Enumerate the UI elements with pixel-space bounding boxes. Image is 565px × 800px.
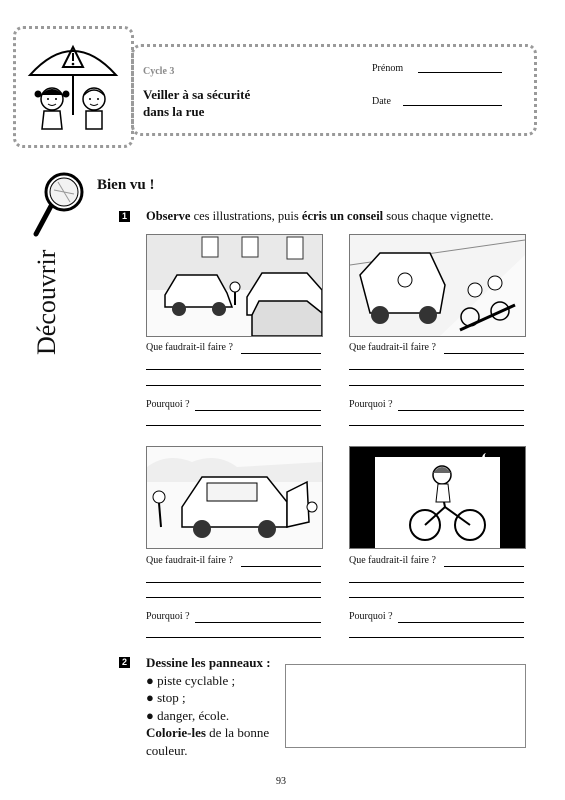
prenom-field[interactable] xyxy=(418,72,502,73)
safety-kids-logo xyxy=(16,29,131,145)
exercise-2-instruction xyxy=(146,654,271,759)
answer-field-2b[interactable] xyxy=(349,369,524,370)
title-line-2: dans la rue xyxy=(143,104,205,119)
color-instruction: Colorie-les de la bonne xyxy=(146,725,270,740)
why-label-3: Pourquoi ? xyxy=(146,611,190,622)
instruction-verb-observe: Observe xyxy=(146,209,191,223)
section-label: Découvrir xyxy=(32,249,61,355)
exercise-2-number: 2 xyxy=(119,657,130,668)
why-field-2a[interactable] xyxy=(398,410,524,411)
why-field-1a[interactable] xyxy=(195,410,321,411)
exercise-1-instruction xyxy=(146,209,494,224)
question-label-4: Que faudrait-il faire ? xyxy=(349,555,436,566)
question-label-1: Que faudrait-il faire ? xyxy=(146,342,233,353)
why-label-2: Pourquoi ? xyxy=(349,399,393,410)
answer-field-4b[interactable] xyxy=(349,582,524,583)
answer-field-3b[interactable] xyxy=(146,582,321,583)
exercise-1-number: 1 xyxy=(119,211,130,222)
drawing-box[interactable] xyxy=(285,664,526,748)
why-field-4a[interactable] xyxy=(398,622,524,623)
section-heading: Bien vu ! xyxy=(97,177,155,193)
exercise-2-title: Dessine les panneaux : xyxy=(146,655,271,670)
illustration-cyclist-night xyxy=(349,446,526,549)
answer-field-1a[interactable] xyxy=(241,353,321,354)
answer-field-3c[interactable] xyxy=(146,597,321,598)
question-label-2: Que faudrait-il faire ? xyxy=(349,342,436,353)
title-line-1: Veiller à sa sécurité xyxy=(143,87,251,102)
sign-item-3: ● danger, école. xyxy=(146,707,230,723)
why-field-4b[interactable] xyxy=(349,637,524,638)
why-field-1b[interactable] xyxy=(146,425,321,426)
page-title xyxy=(143,86,250,120)
instruction-verb-ecris: écris un conseil xyxy=(301,209,384,223)
page-number: 93 xyxy=(276,776,286,787)
illustration-car-cyclists xyxy=(349,234,526,337)
magnifier-icon xyxy=(30,168,86,240)
prenom-label: Prénom xyxy=(372,63,404,74)
question-label-3: Que faudrait-il faire ? xyxy=(146,555,233,566)
why-label-1: Pourquoi ? xyxy=(146,399,190,410)
sign-item-2: ● stop ; xyxy=(146,690,186,705)
color-instruction-line2: couleur. xyxy=(146,742,188,758)
answer-field-4c[interactable] xyxy=(349,597,524,598)
date-field[interactable] xyxy=(403,105,502,106)
bullet-icon: ● xyxy=(146,707,154,723)
why-field-3a[interactable] xyxy=(195,622,321,623)
why-field-3b[interactable] xyxy=(146,637,321,638)
illustration-car-door xyxy=(146,446,323,549)
bullet-icon: ● xyxy=(146,672,154,688)
answer-field-3a[interactable] xyxy=(241,566,321,567)
date-label: Date xyxy=(372,96,391,107)
why-label-4: Pourquoi ? xyxy=(349,611,393,622)
cycle-label: Cycle 3 xyxy=(143,66,175,77)
answer-field-2c[interactable] xyxy=(349,385,524,386)
instruction-text-b: sous chaque vignette. xyxy=(383,209,494,223)
logo-frame xyxy=(13,26,134,148)
why-field-2b[interactable] xyxy=(349,425,524,426)
bullet-icon: ● xyxy=(146,690,154,705)
illustration-parked-cars xyxy=(146,234,323,337)
sign-item-1: ● piste cyclable ; xyxy=(146,672,236,688)
instruction-text-a: ces illustrations, puis xyxy=(190,209,302,223)
answer-field-1b[interactable] xyxy=(146,369,321,370)
answer-field-2a[interactable] xyxy=(444,353,524,354)
answer-field-4a[interactable] xyxy=(444,566,524,567)
answer-field-1c[interactable] xyxy=(146,385,321,386)
